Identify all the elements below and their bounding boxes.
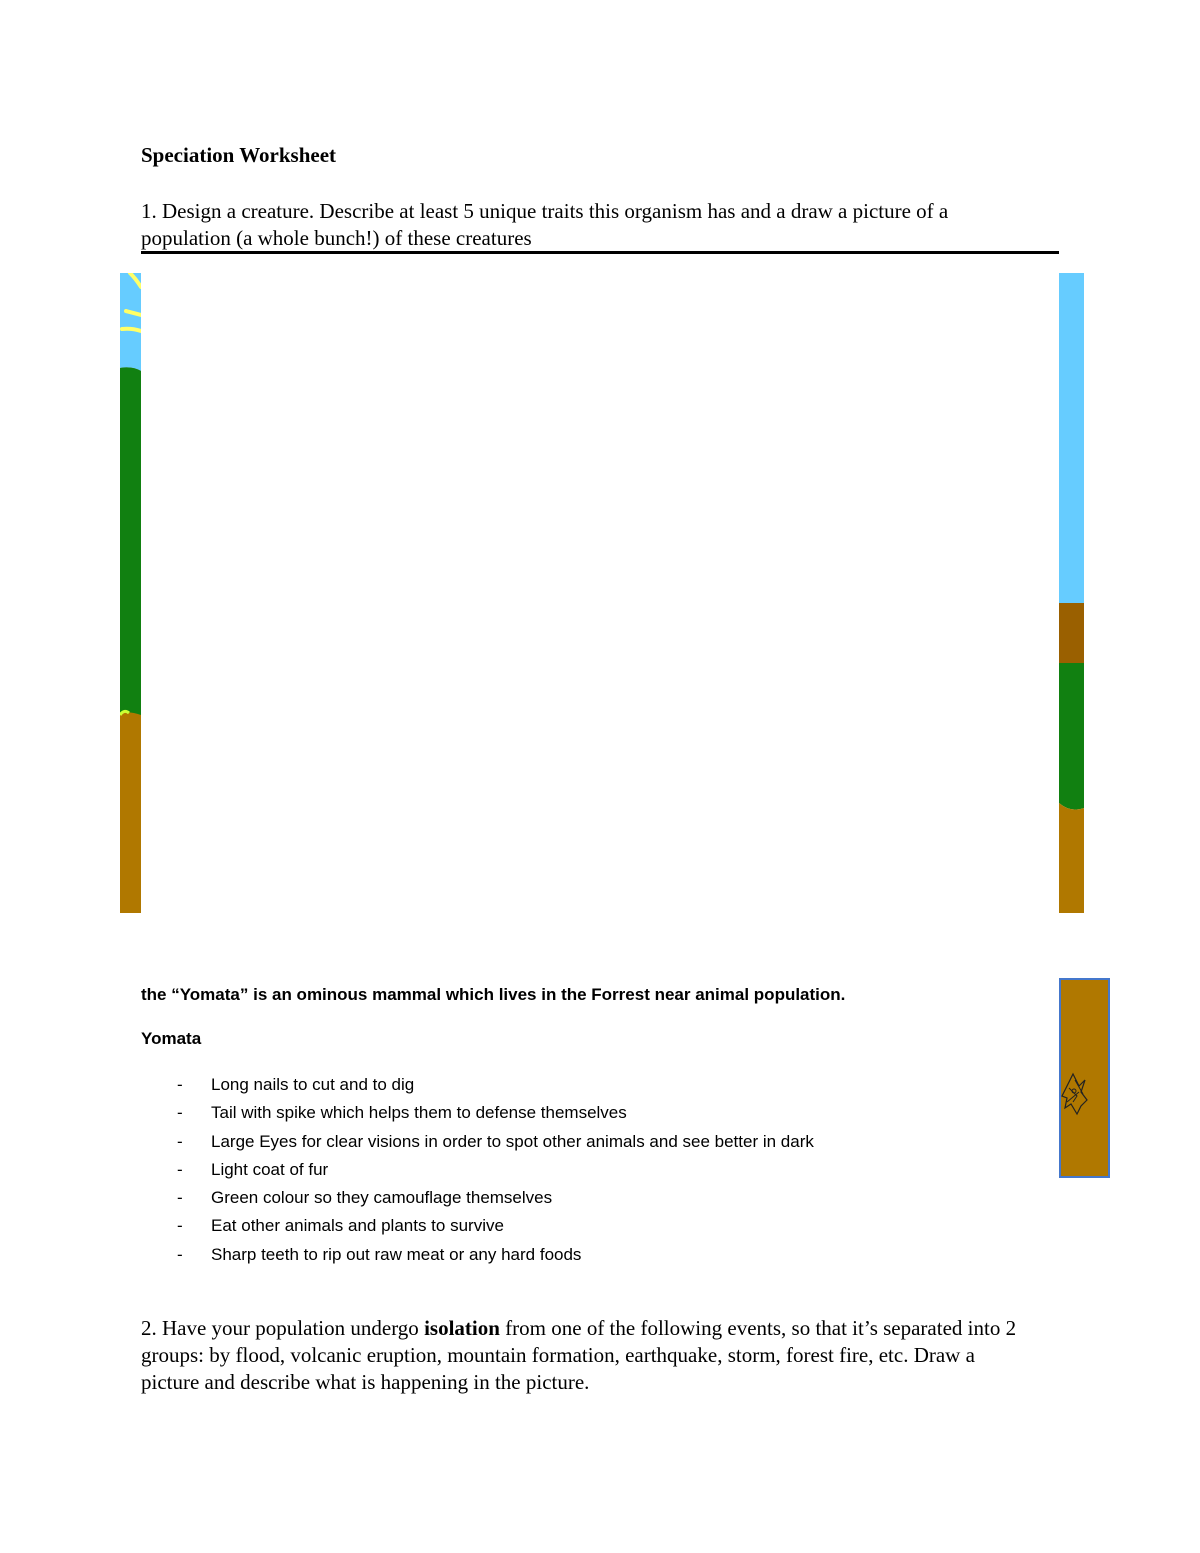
trait-text: Eat other animals and plants to survive — [211, 1216, 504, 1236]
right-soil-band — [1059, 803, 1084, 913]
creature-sketch-box — [1059, 978, 1110, 1178]
list-item — [141, 1099, 814, 1127]
bullet-dash: - — [177, 1216, 183, 1236]
bullet-dash: - — [177, 1188, 183, 1208]
creature-sketch-drawing — [1059, 978, 1110, 1178]
trait-text: Large Eyes for clear visions in order to spot other animals and see better in dark — [211, 1131, 814, 1151]
trait-list — [141, 1071, 814, 1269]
worksheet-title: Speciation Worksheet — [141, 143, 337, 167]
right-sky-band — [1059, 273, 1084, 603]
right-drawing-strip — [1059, 273, 1084, 913]
species-name: Yomata — [141, 1029, 202, 1048]
creature-caption: the “Yomata” is an ominous mammal which lives in the Forrest near animal population. — [141, 985, 846, 1004]
question-2-prompt — [141, 1315, 1021, 1396]
question-2-text-start: 2. Have your population undergo — [141, 1316, 425, 1340]
bullet-dash: - — [177, 1244, 183, 1264]
list-item — [141, 1212, 814, 1240]
list-item — [141, 1156, 814, 1184]
list-item — [141, 1241, 814, 1269]
question-1-prompt: 1. Design a creature. Describe at least 5 unique traits this organism has and a draw a picture of a population (a whole bunch!) of these creatures — [141, 199, 949, 250]
trait-text: Tail with spike which helps them to defense themselves — [211, 1103, 627, 1123]
left-grass-band — [120, 367, 141, 715]
answer-line — [141, 251, 1059, 254]
question-2-text-end: from one of the following events, so that it’s separated into 2 groups: by flood, volcanic eruption, mountain formation, earthquake, storm, forest fire, etc. Draw a picture and describe what is happening in the picture. — [141, 1316, 1017, 1394]
bullet-dash: - — [177, 1075, 183, 1094]
trait-text: Green colour so they camouflage themselves — [211, 1188, 553, 1208]
list-item — [141, 1128, 814, 1156]
left-sun-ray-3 — [122, 329, 141, 331]
trait-text: Sharp teeth to rip out raw meat or any hard foods — [211, 1244, 582, 1264]
trait-text: Long nails to cut and to dig — [211, 1075, 415, 1094]
left-sky-band — [120, 273, 141, 371]
question-2-keyword: isolation — [424, 1316, 500, 1340]
trait-text: Light coat of fur — [211, 1159, 329, 1179]
bullet-dash: - — [177, 1159, 183, 1179]
list-item — [141, 1184, 814, 1212]
left-landscape-drawing — [120, 273, 141, 913]
creature-box-frame — [1060, 979, 1109, 1177]
right-grass-band — [1059, 663, 1084, 810]
right-landscape-drawing — [1059, 273, 1084, 913]
bullet-dash: - — [177, 1103, 183, 1123]
bullet-dash: - — [177, 1131, 183, 1151]
left-drawing-strip — [120, 273, 141, 913]
list-item — [141, 1071, 814, 1099]
right-dark-soil-band — [1059, 603, 1084, 663]
